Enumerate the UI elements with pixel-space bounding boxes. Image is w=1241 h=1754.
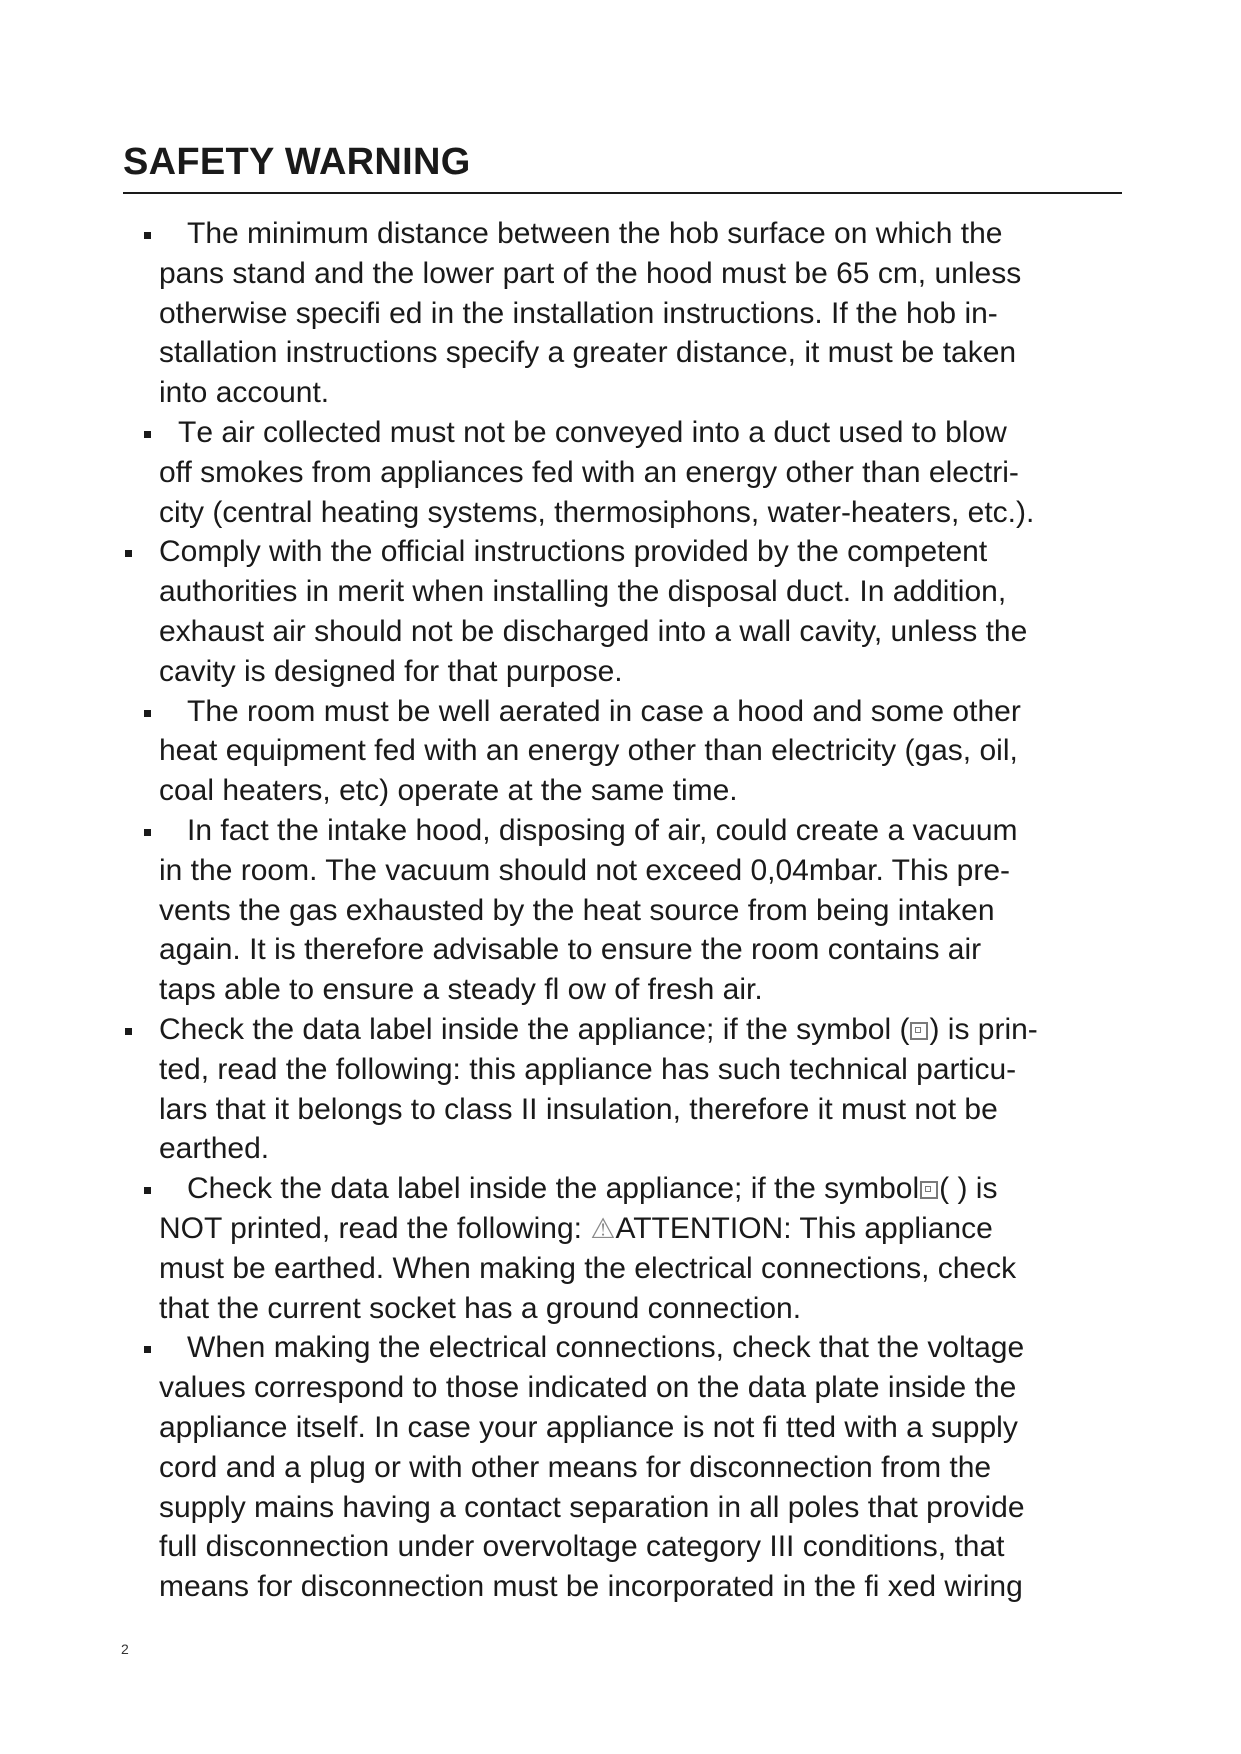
text-line: In fact the intake hood, disposing of air, could create a vacuum [187, 813, 1018, 847]
text-line: Тe air collected must not be conveyed into a duct used to blow [178, 415, 1007, 449]
bullet-icon [144, 710, 151, 717]
text-line: in the room. The vacuum should not exceed 0,04mbar. This pre- [159, 853, 1011, 887]
text-line: means for disconnection must be incorporated in the fi xed wiring [159, 1570, 1023, 1604]
bullet-icon [125, 1028, 132, 1035]
safety-warning-list [0, 214, 1241, 1607]
list-item [0, 413, 1129, 532]
text-fragment: ( ) is [939, 1172, 998, 1206]
list-item [0, 692, 1129, 811]
text-line [159, 1010, 1129, 1050]
text-line: appliance itself. In case your appliance is not fi tted with a supply [159, 1410, 1018, 1444]
text-line: taps able to ensure a steady fl ow of fresh air. [159, 973, 763, 1007]
text-line: city (central heating systems, thermosiphons, water-heaters, etc.). [159, 495, 1035, 529]
text-line: earthed. [159, 1132, 270, 1166]
list-item [0, 1010, 1129, 1169]
text-line: authorities in merit when installing the disposal duct. In addition, [159, 575, 1007, 609]
text-line: coal heaters, etc) operate at the same time. [159, 774, 738, 808]
text-line: must be earthed. When making the electrical connections, check [159, 1251, 1017, 1285]
text-line: again. It is therefore advisable to ensure the room contains air [159, 933, 982, 967]
bullet-icon [144, 431, 151, 438]
list-item [0, 214, 1129, 413]
text-line: The minimum distance between the hob surface on which the [187, 217, 1003, 250]
text-line: cord and a plug or with other means for disconnection from the [159, 1450, 992, 1484]
text-line: exhaust air should not be discharged into a wall cavity, unless the [159, 614, 1028, 648]
text-fragment: ATTENTION: This appliance [615, 1211, 993, 1245]
class-ii-insulation-icon [920, 1181, 938, 1199]
text-line: stallation instructions specify a greater distance, it must be taken [159, 336, 1017, 370]
list-item [0, 811, 1129, 1010]
text-line: otherwise specifi ed in the installation instructions. If the hob in- [159, 296, 998, 330]
class-ii-insulation-icon [910, 1022, 928, 1040]
heading-divider [123, 192, 1122, 194]
text-fragment: Check the data label inside the appliance; if the symbol ( [159, 1012, 910, 1046]
bullet-icon [144, 1187, 151, 1194]
text-line: vents the gas exhausted by the heat source from being intaken [159, 893, 995, 927]
text-line: full disconnection under overvoltage category III conditions, that [159, 1530, 1005, 1564]
page-number: 2 [121, 1641, 129, 1657]
bullet-icon [144, 232, 151, 239]
text-line: into account. [159, 376, 330, 410]
text-line: ted, read the following: this appliance has such technical particu- [159, 1052, 1017, 1086]
bullet-icon [125, 550, 132, 557]
text-line: The room must be well aerated in case a hood and some other [187, 694, 1021, 728]
text-line: cavity is designed for that purpose. [159, 654, 623, 688]
warning-triangle-icon: ⚠ [590, 1212, 616, 1244]
text-fragment: Check the data label inside the appliance; if the symbol [187, 1172, 920, 1206]
text-line: supply mains having a contact separation in all poles that provide [159, 1490, 1025, 1524]
list-item [0, 1169, 1129, 1328]
text-line: lars that it belongs to class II insulation, therefore it must not be [159, 1092, 998, 1126]
list-item [0, 532, 1129, 691]
list-item [0, 1328, 1129, 1607]
text-line: pans stand and the lower part of the hood must be 65 cm, unless [159, 256, 1022, 290]
page-title: SAFETY WARNING [123, 141, 471, 183]
text-line [159, 1209, 1129, 1249]
text-fragment: ) is prin- [929, 1012, 1038, 1046]
text-line: Comply with the official instructions provided by the competent [159, 535, 988, 569]
text-line: off smokes from appliances fed with an energy other than electri- [159, 455, 1019, 489]
text-line: values correspond to those indicated on the data plate inside the [159, 1371, 1017, 1405]
text-line: When making the electrical connections, check that the voltage [187, 1331, 1025, 1365]
text-line: that the current socket has a ground connection. [159, 1291, 802, 1325]
text-line: heat equipment fed with an energy other than electricity (gas, oil, [159, 734, 1018, 768]
bullet-icon [144, 1346, 151, 1353]
text-line [159, 1169, 1129, 1209]
text-fragment: NOT printed, read the following: [159, 1211, 591, 1245]
bullet-icon [144, 829, 151, 836]
